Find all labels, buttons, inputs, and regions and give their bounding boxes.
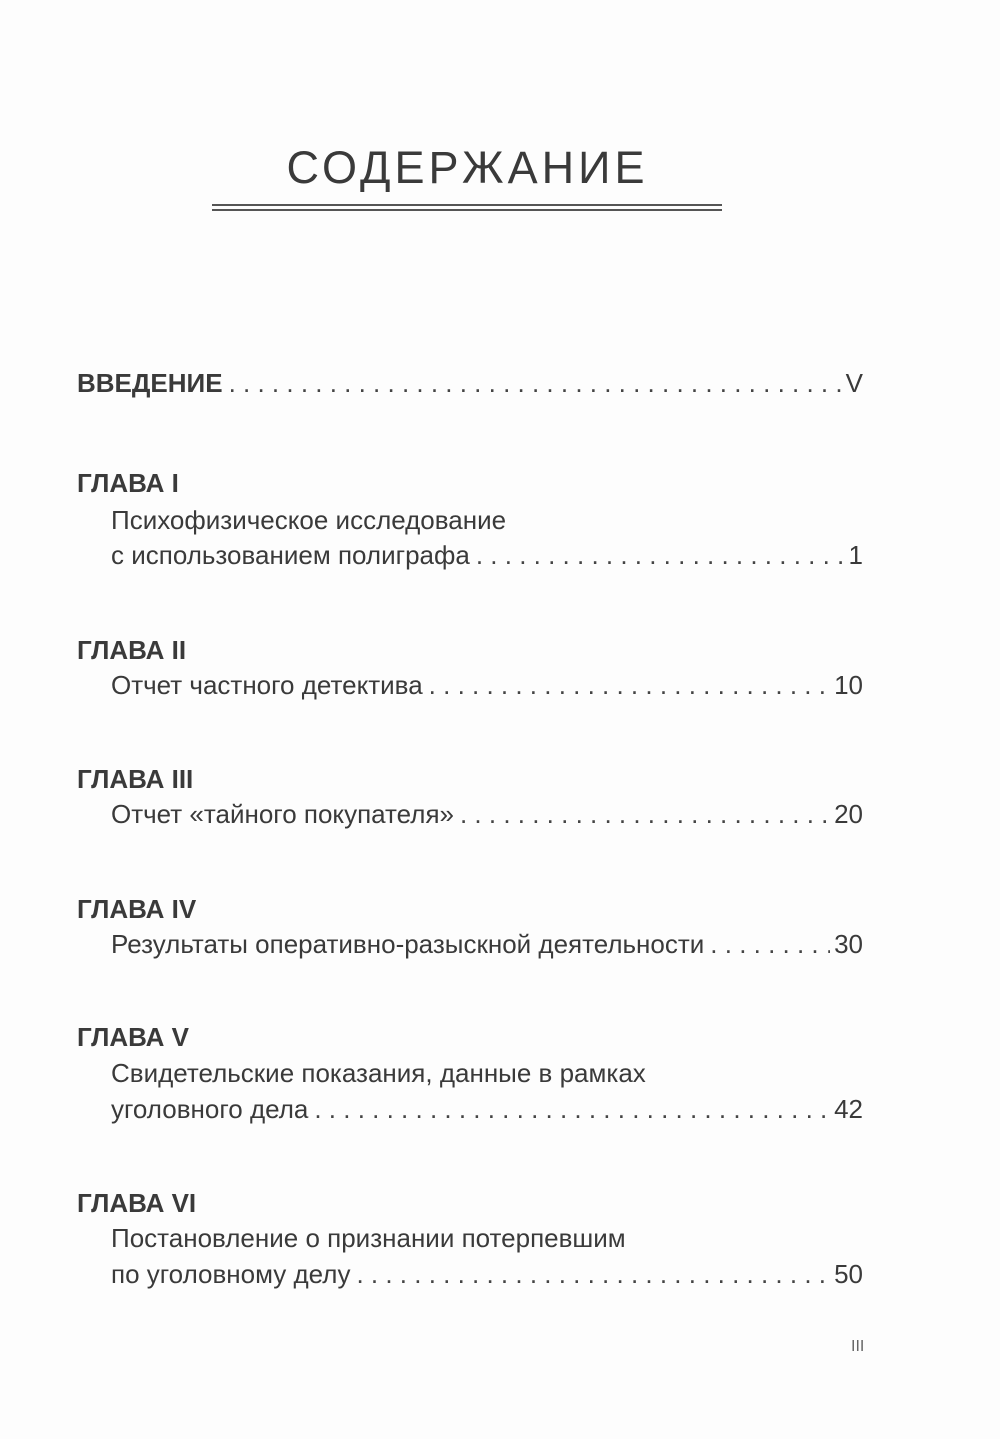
chapter-6-title-line2: по уголовному делу <box>111 1259 351 1289</box>
chapter-6-label: ГЛАВА VI <box>77 1188 197 1218</box>
title-underline <box>212 204 722 206</box>
page-title: СОДЕРЖАНИЕ <box>286 142 649 193</box>
toc-page-number: V <box>845 368 863 398</box>
chapter-4-title: Результаты оперативно-разыскной деятельности <box>111 929 705 959</box>
dot-leader <box>314 1094 830 1125</box>
dot-leader <box>476 540 845 571</box>
chapter-1-label: ГЛАВА I <box>77 468 179 498</box>
chapter-6-entry[interactable] <box>111 1259 863 1290</box>
toc-page-number: 50 <box>834 1259 863 1289</box>
toc-page-number: 30 <box>834 929 863 959</box>
toc-entry-label: ВВЕДЕНИЕ <box>77 368 223 398</box>
toc-entry-intro[interactable] <box>77 368 863 399</box>
dot-leader <box>356 1259 830 1290</box>
chapter-5-title-line2: уголовного дела <box>111 1094 309 1124</box>
chapter-5-label: ГЛАВА V <box>77 1022 189 1052</box>
chapter-3-label: ГЛАВА III <box>77 764 194 794</box>
chapter-3-title: Отчет «тайного покупателя» <box>111 799 454 829</box>
chapter-6-title-line1[interactable]: Постановление о признании потерпевшим <box>111 1223 626 1253</box>
toc-page-number: 42 <box>834 1094 863 1124</box>
title-underline-second <box>212 209 722 211</box>
chapter-5-title-line1[interactable]: Свидетельские показания, данные в рамках <box>111 1058 646 1088</box>
chapter-2-label: ГЛАВА II <box>77 635 187 665</box>
dot-leader <box>460 799 830 830</box>
dot-leader <box>229 368 842 399</box>
toc-page-number: 20 <box>834 799 863 829</box>
toc-page-number: 1 <box>848 540 863 570</box>
dot-leader <box>710 929 830 960</box>
dot-leader <box>429 670 830 701</box>
chapter-4-label: ГЛАВА IV <box>77 894 197 924</box>
chapter-3-entry[interactable] <box>111 799 863 830</box>
chapter-1-title-line2: с использованием полиграфа <box>111 540 470 570</box>
toc-page-number: 10 <box>834 670 863 700</box>
chapter-1-title-line1[interactable]: Психофизическое исследование <box>111 505 507 535</box>
chapter-5-entry[interactable] <box>111 1094 863 1125</box>
chapter-2-title: Отчет частного детектива <box>111 670 423 700</box>
chapter-1-entry[interactable] <box>111 540 863 571</box>
chapter-2-entry[interactable] <box>111 670 863 701</box>
chapter-4-entry[interactable] <box>111 929 863 960</box>
page-folio: III <box>851 1338 865 1355</box>
